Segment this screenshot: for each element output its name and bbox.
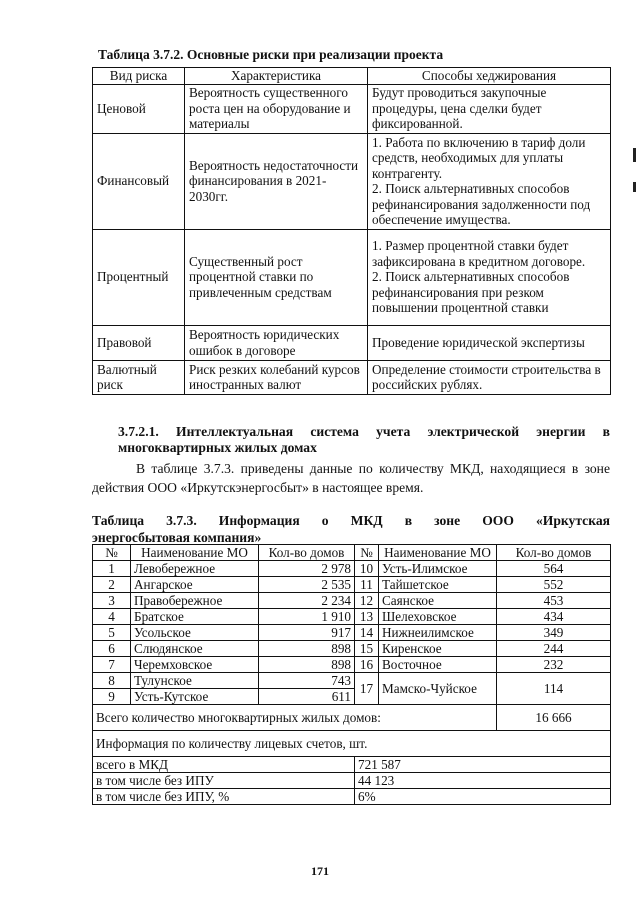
house-count: 1 910	[259, 609, 355, 625]
table2-caption	[92, 512, 610, 546]
mo-name: Усть-Кутское	[131, 689, 259, 705]
table-row	[93, 593, 611, 609]
mkd-table	[92, 544, 611, 805]
caption-word: «Иркутская	[535, 513, 610, 528]
account-value: 6%	[355, 789, 611, 805]
row-num: 7	[93, 657, 131, 673]
mo-name: Братское	[131, 609, 259, 625]
section-heading: 3.7.2.1. Интеллектуальная система учета электрической энергии в многоквартирных жилых домах	[118, 424, 610, 455]
row-num: 9	[93, 689, 131, 705]
header-num: №	[355, 545, 379, 561]
caption-word: зоне	[434, 513, 461, 528]
table1-caption: Таблица 3.7.2. Основные риски при реализации проекта	[98, 47, 444, 62]
table-header-row	[93, 545, 611, 561]
caption-word: в	[404, 513, 413, 528]
house-count: 244	[497, 641, 611, 657]
account-label: всего в МКД	[93, 757, 355, 773]
mo-name: Черемховское	[131, 657, 259, 673]
table-row	[93, 625, 611, 641]
table-row	[93, 325, 611, 360]
house-count: 917	[259, 625, 355, 641]
house-count: 2 535	[259, 577, 355, 593]
section-paragraph: В таблице 3.7.3. приведены данные по количеству МКД, находящиеся в зоне действия ООО «Иркутскэнергосбыт» в настоящее время.	[92, 461, 610, 495]
mo-name: Ангарское	[131, 577, 259, 593]
row-num: 13	[355, 609, 379, 625]
risk-hedge: Определение стоимости строительства в российских рублях.	[368, 360, 611, 394]
row-num: 17	[355, 673, 379, 705]
row-num: 5	[93, 625, 131, 641]
mo-name: Усольское	[131, 625, 259, 641]
row-num: 12	[355, 593, 379, 609]
house-count: 2 234	[259, 593, 355, 609]
row-num: 1	[93, 561, 131, 577]
risk-hedge: Проведение юридической экспертизы	[368, 325, 611, 360]
mo-name: Мамско-Чуйское	[379, 673, 497, 705]
mo-name: Киренское	[379, 641, 497, 657]
row-num: 11	[355, 577, 379, 593]
house-count: 114	[497, 673, 611, 705]
table-row	[93, 577, 611, 593]
table-row	[93, 673, 611, 689]
table2-caption-line2: энергосбытовая компания»	[92, 530, 262, 545]
caption-word: о	[321, 513, 329, 528]
house-count: 564	[497, 561, 611, 577]
risk-hedge: 1. Работа по включению в тариф доли средств, необходимых для уплаты контрагенту. 2. Поиск альтернативных способов рефинансирования задолженности под обеспечение имущества.	[368, 133, 611, 229]
header-name: Наименование МО	[379, 545, 497, 561]
risk-desc: Вероятность недостаточности финансирования в 2021-2030гг.	[185, 133, 368, 229]
table-row	[93, 609, 611, 625]
total-value: 16 666	[497, 705, 611, 731]
risk-desc: Вероятность существенного роста цен на оборудование и материалы	[185, 84, 368, 133]
house-count: 898	[259, 657, 355, 673]
account-row	[93, 757, 611, 773]
total-row	[93, 705, 611, 731]
risk-desc: Вероятность юридических ошибок в договоре	[185, 325, 368, 360]
caption-word: Таблица	[92, 513, 145, 528]
table-row	[93, 641, 611, 657]
accounts-title: Информация по количеству лицевых счетов, шт.	[93, 731, 611, 757]
risks-table	[92, 67, 611, 395]
row-num: 15	[355, 641, 379, 657]
table-row	[93, 133, 611, 229]
mo-name: Усть-Илимское	[379, 561, 497, 577]
risk-desc: Существенный рост процентной ставки по привлеченным средствам	[185, 229, 368, 325]
row-num: 14	[355, 625, 379, 641]
mo-name: Правобережное	[131, 593, 259, 609]
table-row	[93, 229, 611, 325]
account-value: 721 587	[355, 757, 611, 773]
header-hedging: Способы хеджирования	[368, 68, 611, 85]
mo-name: Левобережное	[131, 561, 259, 577]
house-count: 611	[259, 689, 355, 705]
total-label: Всего количество многоквартирных жилых домов:	[93, 705, 497, 731]
account-value: 44 123	[355, 773, 611, 789]
risk-hedge: Будут проводиться закупочные процедуры, цена сделки будет фиксированной.	[368, 84, 611, 133]
mo-name: Тайшетское	[379, 577, 497, 593]
risk-desc: Риск резких колебаний курсов иностранных валют	[185, 360, 368, 394]
row-num: 6	[93, 641, 131, 657]
caption-word: ООО	[482, 513, 514, 528]
header-num: №	[93, 545, 131, 561]
mo-name: Нижнеилимское	[379, 625, 497, 641]
mo-name: Тулунское	[131, 673, 259, 689]
house-count: 349	[497, 625, 611, 641]
mo-name: Восточное	[379, 657, 497, 673]
row-num: 16	[355, 657, 379, 673]
house-count: 453	[497, 593, 611, 609]
caption-word: Информация	[218, 513, 300, 528]
account-label: в том числе без ИПУ	[93, 773, 355, 789]
risk-hedge: 1. Размер процентной ставки будет зафиксирована в кредитном договоре. 2. Поиск альтернативных способов рефинансирования при резком повышении процентной ставки	[368, 229, 611, 325]
mo-name: Шелеховское	[379, 609, 497, 625]
row-num: 8	[93, 673, 131, 689]
house-count: 2 978	[259, 561, 355, 577]
caption-word: 3.7.3.	[166, 513, 197, 528]
accounts-title-row	[93, 731, 611, 757]
header-characteristic: Характеристика	[185, 68, 368, 85]
table-row	[93, 657, 611, 673]
risk-type: Процентный	[93, 229, 185, 325]
risk-type: Валютный риск	[93, 360, 185, 394]
header-risk-type: Вид риска	[93, 68, 185, 85]
table-row	[93, 360, 611, 394]
row-num: 10	[355, 561, 379, 577]
mo-name: Саянское	[379, 593, 497, 609]
header-count: Кол-во домов	[497, 545, 611, 561]
header-name: Наименование МО	[131, 545, 259, 561]
risk-type: Ценовой	[93, 84, 185, 133]
house-count: 232	[497, 657, 611, 673]
table-header-row	[93, 68, 611, 85]
risk-type: Правовой	[93, 325, 185, 360]
house-count: 898	[259, 641, 355, 657]
mo-name: Слюдянское	[131, 641, 259, 657]
account-row	[93, 773, 611, 789]
account-row	[93, 789, 611, 805]
house-count: 552	[497, 577, 611, 593]
row-num: 2	[93, 577, 131, 593]
risk-type: Финансовый	[93, 133, 185, 229]
row-num: 4	[93, 609, 131, 625]
account-label: в том числе без ИПУ, %	[93, 789, 355, 805]
row-num: 3	[93, 593, 131, 609]
scan-edge-mark	[633, 148, 636, 162]
scan-edge-mark	[633, 182, 636, 192]
table-row	[93, 84, 611, 133]
house-count: 743	[259, 673, 355, 689]
page-number: 171	[311, 864, 329, 878]
table-row	[93, 561, 611, 577]
header-count: Кол-во домов	[259, 545, 355, 561]
house-count: 434	[497, 609, 611, 625]
caption-word: МКД	[350, 513, 383, 528]
table2-caption-line1	[92, 512, 610, 529]
